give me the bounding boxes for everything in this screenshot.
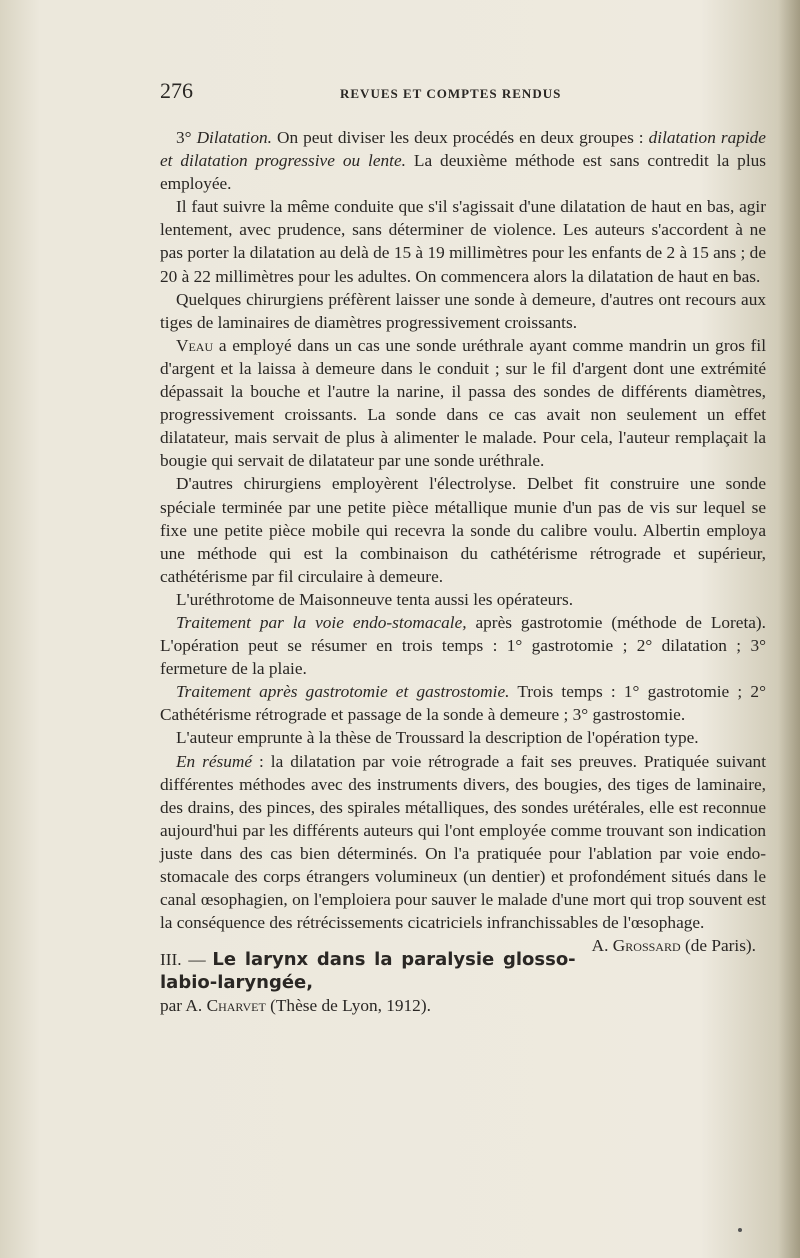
- paragraph-chirurgiens: Quelques chirurgiens préfèrent laisser une sonde à demeure, d'autres ont recours aux tiges de laminaires de diamètres progressivement croissants.: [160, 289, 766, 332]
- section-iii-heading: III. — Le larynx dans la paralysie glosso-labio-laryngée, par A. Charvet (Thèse de Lyon, 1912).: [160, 949, 576, 1016]
- body-text: [160, 126, 766, 1018]
- paragraph-conduite: Il faut suivre la même conduite que s'il s'agissait d'une dilatation de haut en bas, agir lentement, avec prudence, sans déterminer de violence. Les auteurs s'accordent à ne pas porter la dilatation au delà de 15 à 19 millimètres pour les enfants de 2 à 15 ans ; de 20 à 22 millimètres pour les adultes. On commencera alors la dilatation de haut en bas.: [160, 197, 766, 286]
- paragraph-resume: En résumé : la dilatation par voie rétrograde a fait ses preuves. Pratiquée suivant différentes méthodes avec des instruments divers, des bougies, des tiges de laminaire, des drains, des pinces, des spirales métalliques, des sondes urétérales, elle est reconnue aujourd'hui par les différents auteurs qui l'ont employée comme trouvant son indication juste dans des cas bien déterminés. On l'a pratiquée pour l'ablation par voie endo-stomacale des corps étrangers volumineux (un dentier) et profondément situés dans le canal œsophagien, on l'emploiera pour sauver le malade d'une mort qui trop souvent est la conséquence des rétrécissements cicatriciels infranchissables de l'œsophage. A. Grossard (de Paris).: [160, 750, 766, 935]
- author-veau: Veau: [176, 335, 214, 355]
- author-charvet: Charvet: [206, 996, 266, 1016]
- page-number: 276: [160, 78, 193, 103]
- paragraph-troussard: L'auteur emprunte à la thèse de Troussard la description de l'opération type.: [176, 728, 699, 748]
- page-spine-shadow: [778, 0, 800, 1258]
- paragraph-gastrotomie: Traitement après gastrotomie et gastrostomie. Trois temps : 1° gastrotomie ; 2° Cathétérisme rétrograde et passage de la sonde à demeure ; 3° gastrostomie.: [160, 682, 766, 725]
- paragraph-endo-stomacale: Traitement par la voie endo-stomacale, après gastrotomie (méthode de Loreta). L'opération peut se résumer en trois temps : 1° gastrotomie ; 2° dilatation ; 3° fermeture de la plaie.: [160, 612, 766, 679]
- ink-speck: [738, 1228, 742, 1232]
- paragraph-urethrotome: L'uréthrotome de Maisonneuve tenta aussi les opérateurs.: [176, 589, 574, 609]
- paragraph-dilatation: 3° Dilatation. On peut diviser les deux procédés en deux groupes : dilatation rapide et dilatation progressive ou lente. La deuxième méthode est sans contredit la plus employée.: [160, 128, 766, 194]
- page-header: [160, 78, 780, 108]
- running-head: REVUES ET COMPTES RENDUS: [340, 86, 562, 101]
- paragraph-electrolyse: D'autres chirurgiens employèrent l'électrolyse. Delbet fit construire une sonde spéciale terminée par une petite pièce métallique munie d'un pas de vis sur lequel se fixe une petite pièce mobile qui recevra la sonde du calibre voulu. Albertin employa une méthode qui est la combinaison du cathétérisme rétrograde et supérieur, cathétérisme par fil circulaire à demeure.: [160, 474, 766, 586]
- signature: A. Grossard (de Paris).: [591, 936, 756, 956]
- section-title: Le larynx dans la paralysie glosso-labio-laryngée,: [160, 949, 576, 994]
- paragraph-veau: Veau a employé dans un cas une sonde uréthrale ayant comme mandrin un gros fil d'argent et la laissa à demeure dans le conduit ; sur le fil d'argent dont une extrémité dépassait la bouche et l'autre la narine, il passa des sondes de différents diamètres, progressivement croissants. La sonde dans ce cas avait non seulement un effet dilatateur, mais servait de plus à alimenter le malade. Pour cela, l'auteur remplaçait la bougie qui servait de dilatateur par une sonde uréthrale.: [160, 335, 766, 471]
